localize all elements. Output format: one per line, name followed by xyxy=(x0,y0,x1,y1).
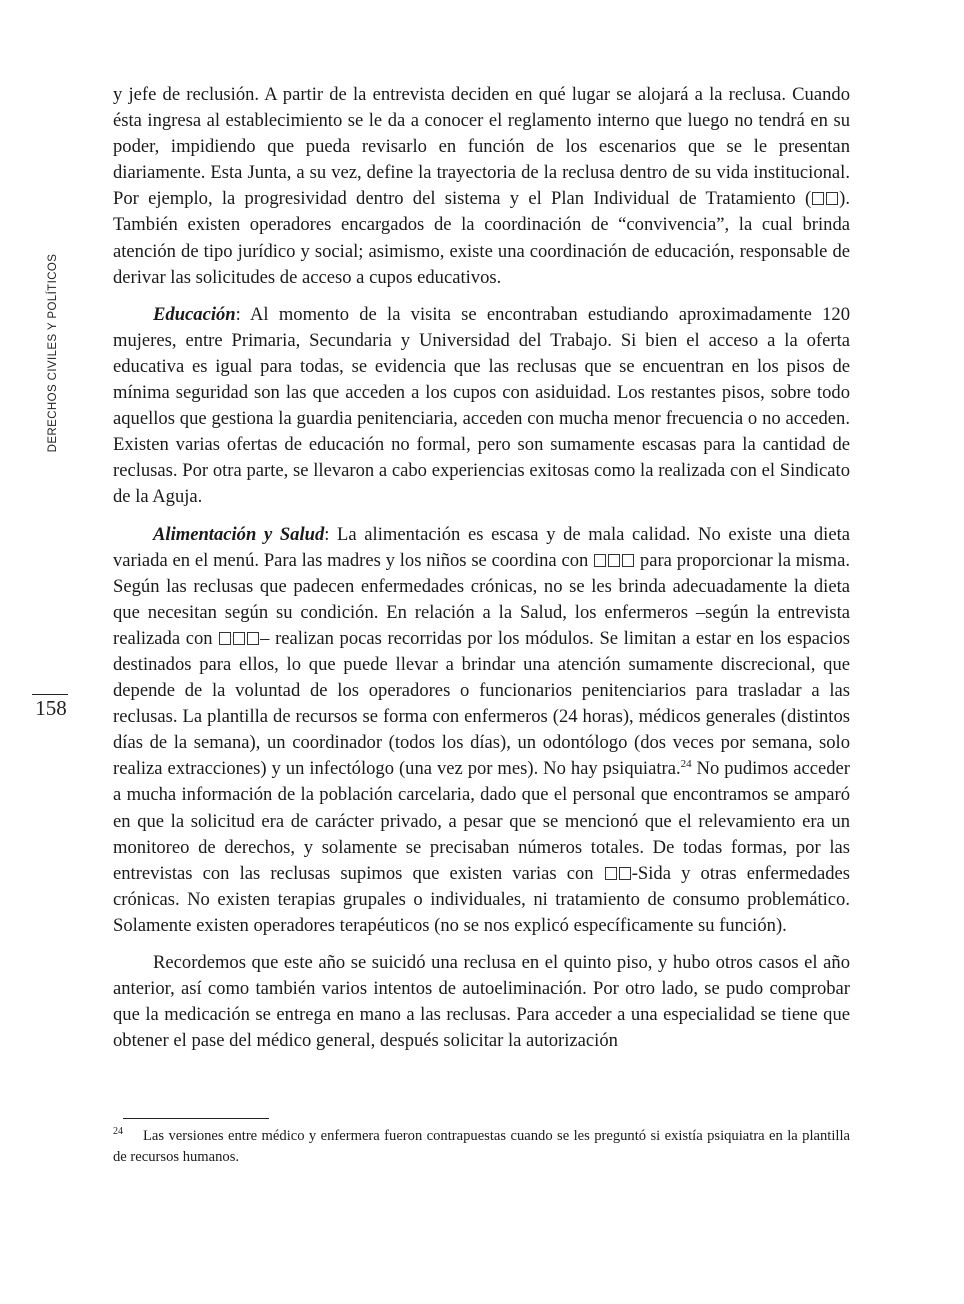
redacted-glyph xyxy=(247,632,259,645)
redacted-glyph xyxy=(594,554,606,567)
redacted-glyph xyxy=(619,867,631,880)
text-segment: : Al momento de la visita se encontraban estudiando aproximadamente 120 mujeres, entre Primaria, Secundaria y Universidad del Trabajo. Si bien el acceso a la oferta educativa es igual para todas, se evidencia que las reclusas que se encuentran en los pisos de mínima seguridad son las que acceden a los cupos con asiduidad. Los restantes pisos, sobre todo aquellos que gestiona la guardia penitenciaria, acceden con mucha menor frecuencia o no acceden. Existen varias ofertas de educación no formal, pero son sumamente escasas para la cantidad de reclusas. Por otra parte, se llevaron a cabo experiencias exitosas como la realizada con el Sindicato de la Aguja. xyxy=(113,303,850,508)
text-segment: – realizan pocas recorridas por los módulos. Se limitan a estar en los espacios destinados para ellos, lo que puede llevar a brindar una atención sumamente discrecional, que depende de la voluntad de los operadores o funcionarios penitenciarios para trasladar a las reclusas. La plantilla de recursos se forma con enfermeros (24 horas), médicos generales (distintos días de la semana), un coordinador (todos los días), un odontólogo (dos veces por semana, solo realiza extracciones) y un infectólogo (una vez por mes). No hay psiquiatra. xyxy=(113,627,850,780)
redacted-glyph xyxy=(219,632,231,645)
footnote-number: 24 xyxy=(113,1126,123,1138)
footnote-rule xyxy=(123,1118,269,1119)
paragraph-heading: Educación xyxy=(153,303,236,325)
page-number: 158 xyxy=(35,696,67,720)
paragraph-alimentacion-salud xyxy=(113,522,850,940)
footnote-reference: 24 xyxy=(680,758,692,771)
footnote xyxy=(113,1126,850,1168)
redacted-glyph xyxy=(605,867,617,880)
paragraph-1 xyxy=(113,82,850,291)
redacted-glyph xyxy=(826,192,838,205)
text-segment: y jefe de reclusión. A partir de la entrevista deciden en qué lugar se alojará a la reclusa. Cuando ésta ingresa al establecimiento se le da a conocer el reglamento interno que luego no tendrá en su poder, impidiendo que pueda revisarlo en función de los escenarios que se le presentan diariamente. Esta Junta, a su vez, define la trayectoria de la reclusa dentro de su vida institucional. Por ejemplo, la progresividad dentro del sistema y el Plan Individual de Tratamiento ( xyxy=(113,84,850,210)
body-text xyxy=(113,82,850,1054)
page-number-rule xyxy=(32,694,68,695)
text-segment: para proporcionar la misma. Según las reclusas que padecen enfermedades crónicas, no se les brinda adecuadamente la dieta que necesitan según su condición. En relación a la Salud, los enfermeros –según la entrevista realizada con xyxy=(113,549,850,649)
redacted-glyph xyxy=(233,632,245,645)
text-segment: No pudimos acceder a mucha información de la población carcelaria, dado que el personal que encontramos se amparó en que la solicitud era de carácter privado, a pesar que se mencionó que el relevamiento era un monitoreo de derechos, y solamente se precisaban números totales. De todas formas, por las entrevistas con las reclusas supimos que existen varias con xyxy=(113,758,850,884)
redacted-glyph xyxy=(812,192,824,205)
text-segment: ). También existen operadores encargados de la coordinación de “convivencia”, la cual brinda atención de tipo jurídico y social; asimismo, existe una coordinación de educación, responsable de derivar las solicitudes de acceso a cupos educativos. xyxy=(113,188,850,288)
redacted-glyph xyxy=(608,554,620,567)
paragraph-educacion xyxy=(113,302,850,511)
footnote-text: Las versiones entre médico y enfermera fueron contrapuestas cuando se les preguntó si existía psiquiatra en la plantilla de recursos humanos. xyxy=(113,1128,850,1165)
paragraph-heading: Alimentación y Salud xyxy=(153,523,325,545)
redacted-glyph xyxy=(622,554,634,567)
text-segment: -Sida y otras enfermedades crónicas. No existen terapias grupales o individuales, ni tratamiento de consumo problemático. Solamente existen operadores terapéuticos (no se nos explicó específicamente su función). xyxy=(113,862,851,936)
text-segment: Recordemos que este año se suicidó una reclusa en el quinto piso, y hubo otros casos el año anterior, así como también varios intentos de autoeliminación. Por otro lado, se pudo comprobar que la medicación se entrega en mano a las reclusas. Para acceder a una especialidad se tiene que obtener el pase del médico general, después solicitar la autorización xyxy=(113,952,850,1052)
paragraph-4 xyxy=(113,950,850,1054)
text-segment: : La alimentación es escasa y de mala calidad. No existe una dieta variada en el menú. Para las madres y los niños se coordina con xyxy=(113,523,850,571)
running-header: DERECHOS CIVILES Y POLÍTICOS xyxy=(47,253,59,453)
